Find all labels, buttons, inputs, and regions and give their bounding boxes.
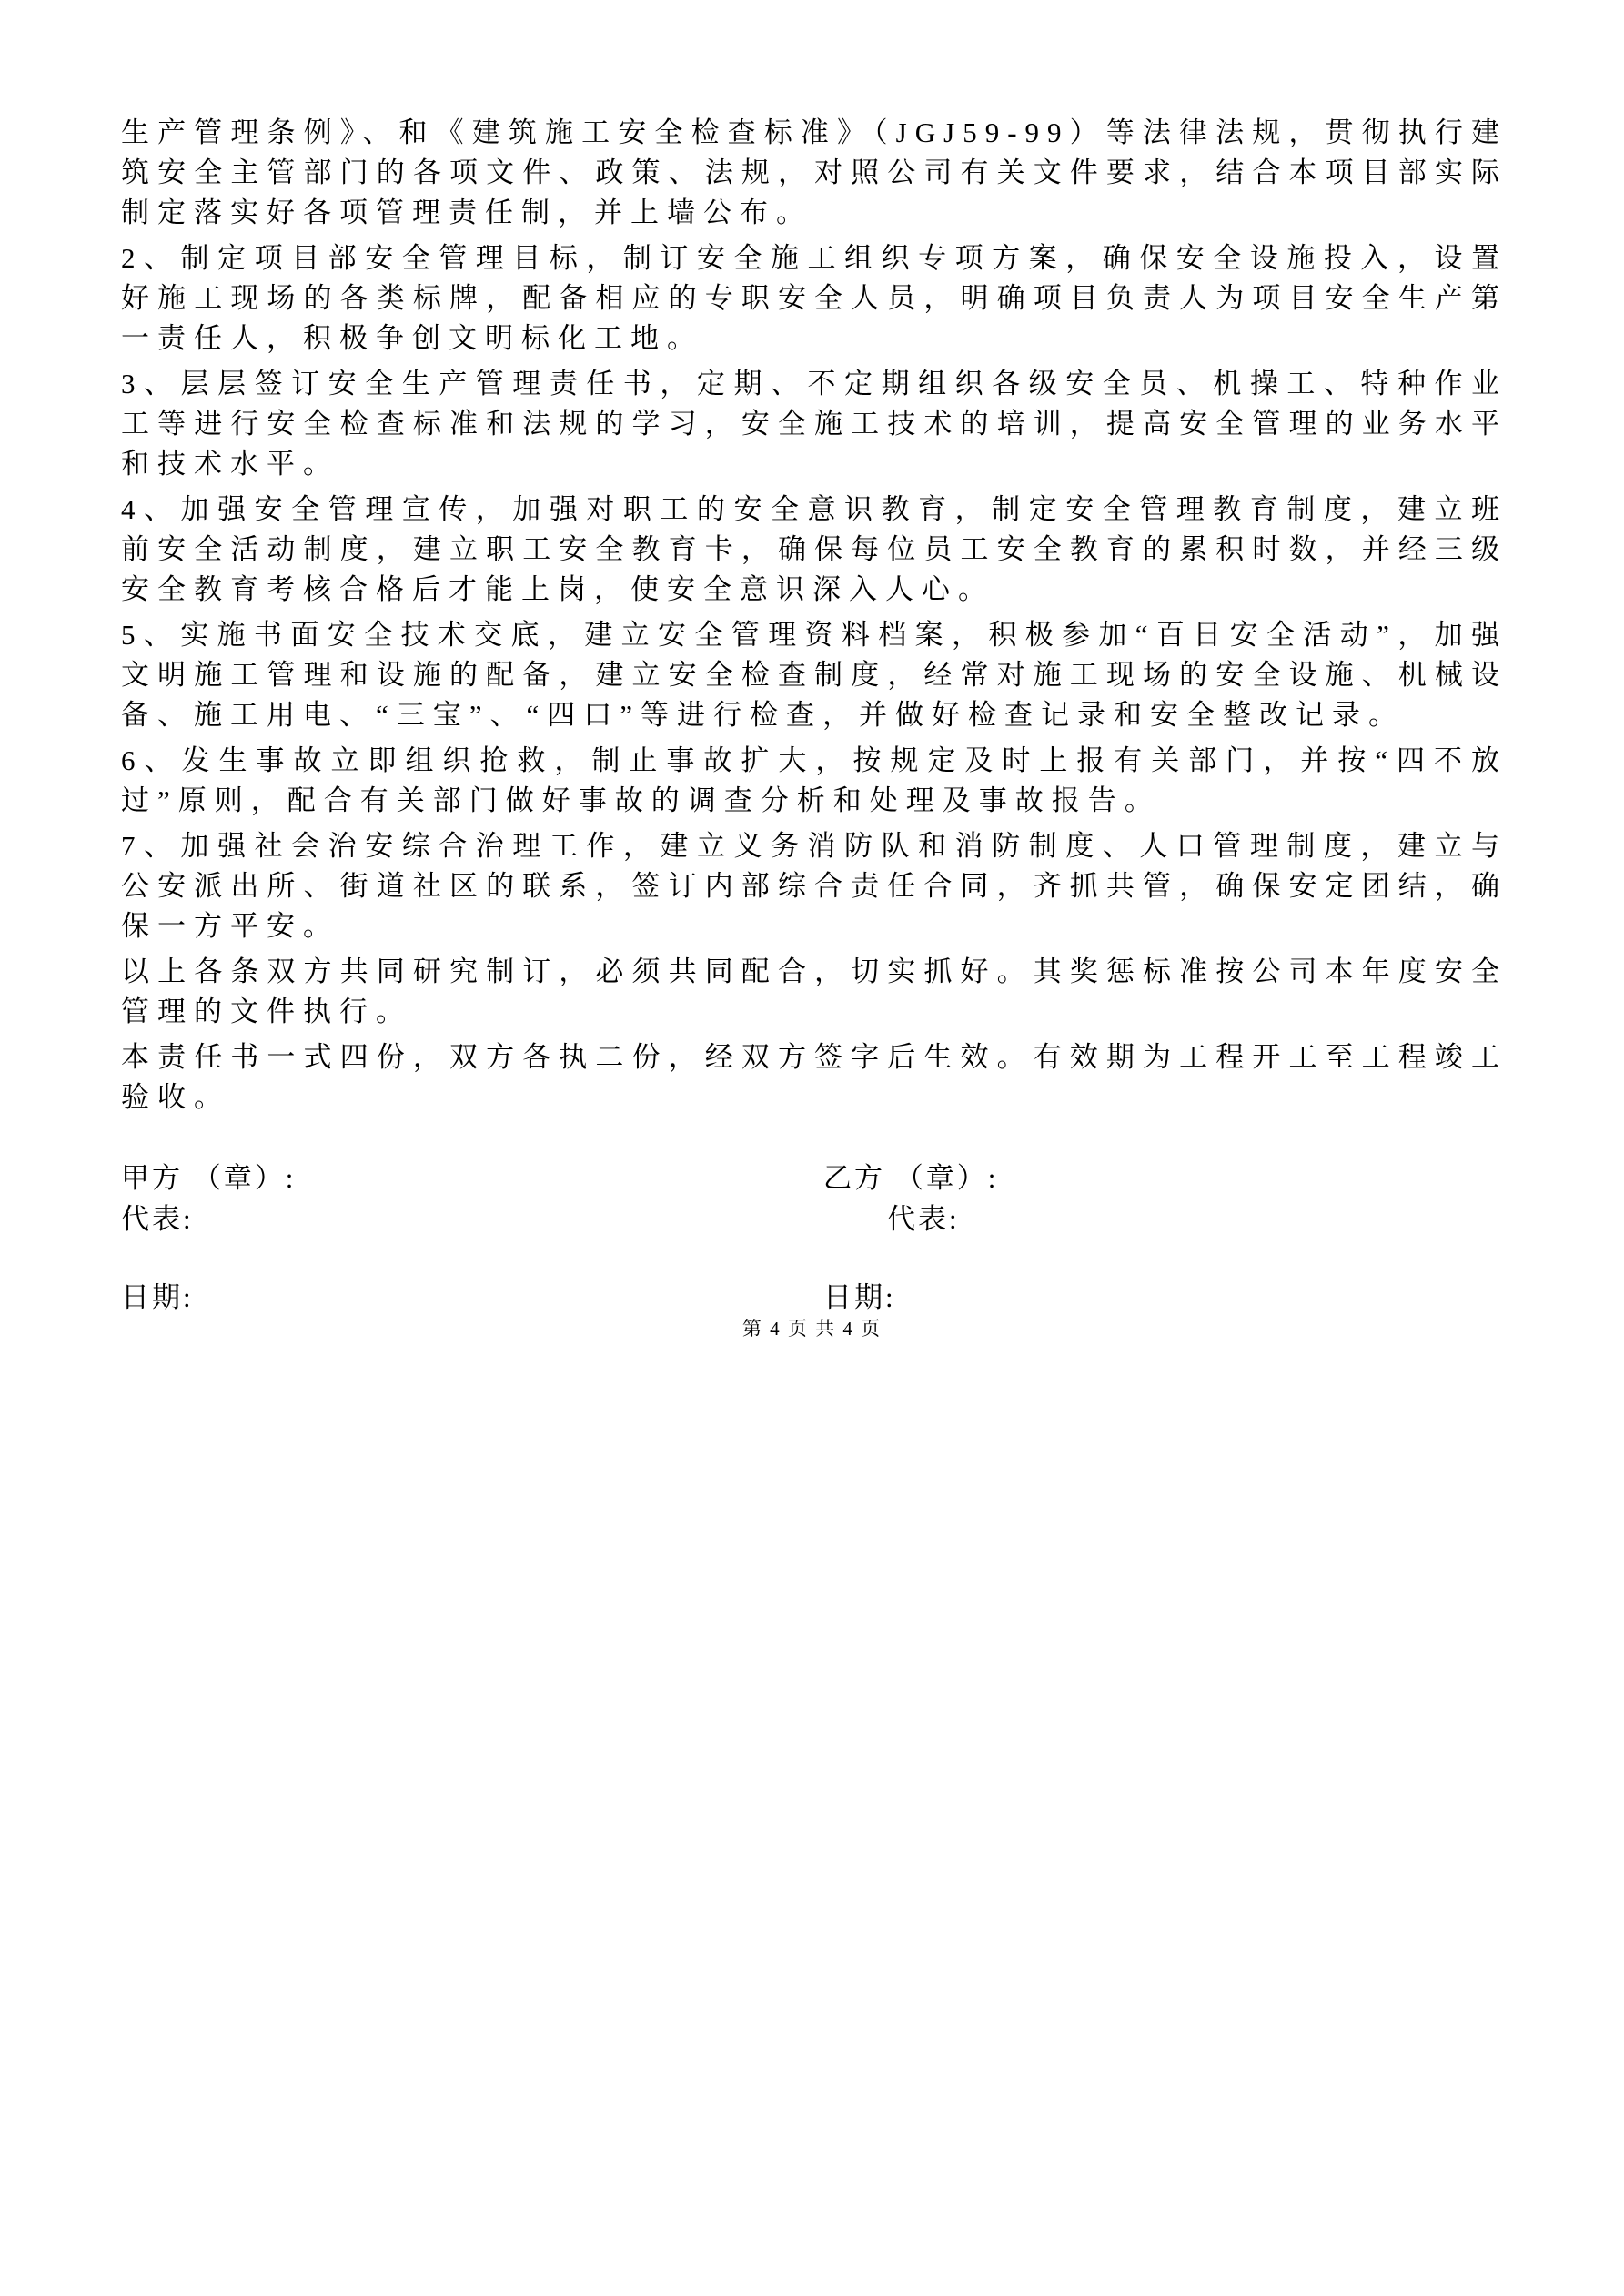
signature-date-row xyxy=(121,1277,1508,1318)
party-a-representative-label: 代表: xyxy=(121,1203,194,1235)
paragraph-closing: 以上各条双方共同研究制订，必须共同配合，切实抓好。其奖惩标准按公司本年度安全管理的文件执行。 xyxy=(121,956,1508,1027)
paragraph-item-4: 4、加强安全管理宣传，加强对职工的安全意识教育，制定安全管理教育制度，建立班前安全活动制度，建立职工安全教育卡，确保每位员工安全教育的累积时数，并经三级安全教育考核合格后才能上岗，使安全意识深入人心。 xyxy=(121,493,1508,605)
party-b-representative-label: 代表: xyxy=(887,1203,960,1235)
signature-seal-row xyxy=(121,1158,1508,1199)
paragraph-item-6: 6、发生事故立即组织抢救，制止事故扩大，按规定及时上报有关部门，并按“四不放过”原则，配合有关部门做好事故的调查分析和处理及事故报告。 xyxy=(121,744,1508,816)
party-a-date-label: 日期: xyxy=(121,1281,194,1313)
paragraph-item-7: 7、加强社会治安综合治理工作，建立义务消防队和消防制度、人口管理制度，建立与公安派出所、街道社区的联系，签订内部综合责任合同，齐抓共管，确保安定团结，确保一方平安。 xyxy=(121,830,1508,942)
party-b-date-label: 日期: xyxy=(823,1281,896,1313)
page-footer: 第 4 页 共 4 页 xyxy=(741,1318,883,1340)
signature-representative-row xyxy=(121,1199,1508,1239)
paragraph-continuation: 生产管理条例》、和《建筑施工安全检查标准》（JGJ59-99）等法律法规，贯彻执行建筑安全主管部门的各项文件、政策、法规，对照公司有关文件要求，结合本项目部实际制定落实好各项管理责任制，并上墙公布。 xyxy=(121,116,1508,228)
signature-block xyxy=(121,1158,1508,1318)
paragraph-validity: 本责任书一式四份，双方各执二份，经双方签字后生效。有效期为工程开工至工程竣工验收。 xyxy=(121,1041,1508,1113)
document-body xyxy=(121,113,1508,1318)
party-a-seal-label: 甲方 （章）: xyxy=(121,1162,297,1194)
paragraph-item-2: 2、制定项目部安全管理目标，制订安全施工组织专项方案，确保安全设施投入，设置好施工现场的各类标牌，配备相应的专职安全人员，明确项目负责人为项目安全生产第一责任人，积极争创文明标化工地。 xyxy=(121,242,1508,354)
paragraph-item-5: 5、实施书面安全技术交底，建立安全管理资料档案，积极参加“百日安全活动”，加强文明施工管理和设施的配备，建立安全检查制度，经常对施工现场的安全设施、机械设备、施工用电、“三宝”、“四口”等进行检查，并做好检查记录和安全整改记录。 xyxy=(121,619,1508,731)
party-b-seal-label: 乙方 （章）: xyxy=(823,1162,999,1194)
paragraph-item-3: 3、层层签订安全生产管理责任书，定期、不定期组织各级安全员、机操工、特种作业工等进行安全检查标准和法规的学习，安全施工技术的培训，提高安全管理的业务水平和技术水平。 xyxy=(121,368,1508,480)
